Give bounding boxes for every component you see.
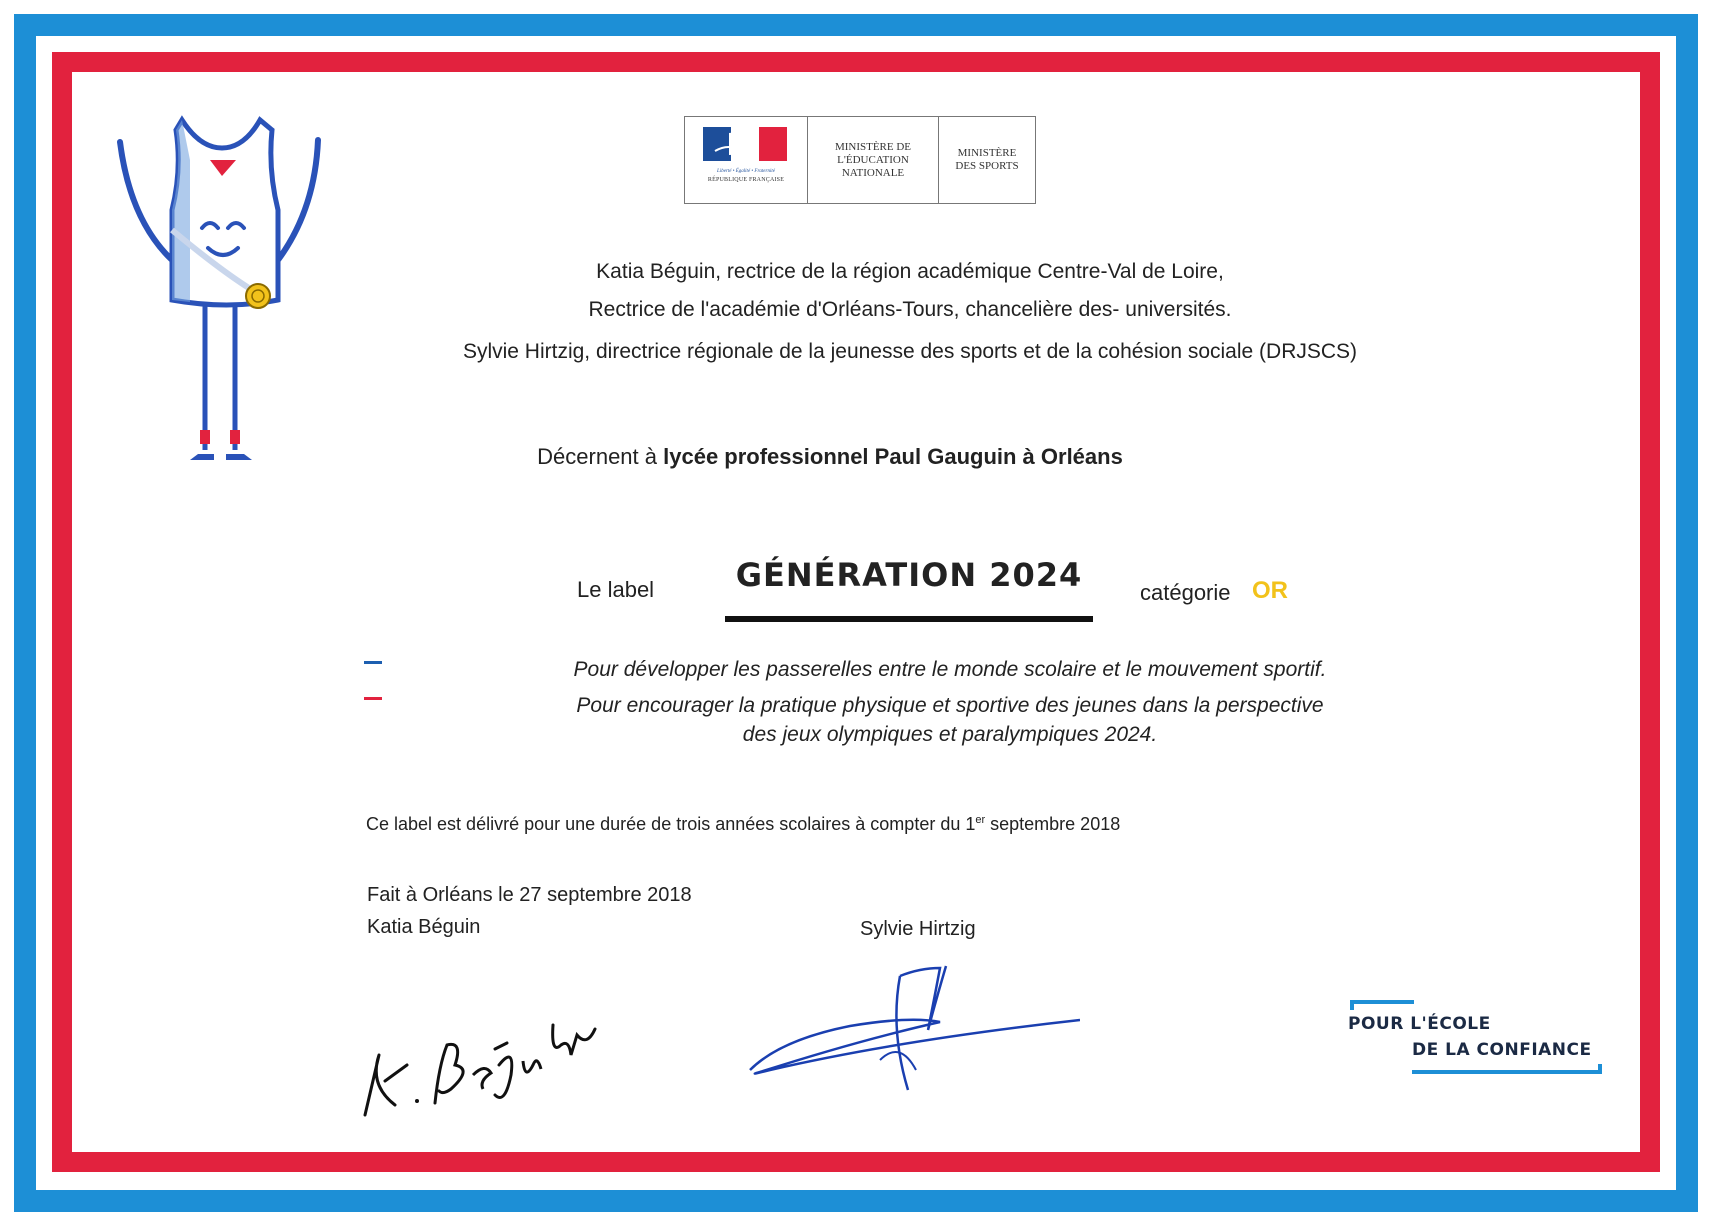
- purpose-line-3: des jeux olympiques et paralympiques 2024.: [742, 723, 1158, 746]
- marianne-icon: [685, 121, 807, 171]
- award-prefix: Décernent à: [537, 444, 664, 469]
- republique-francaise-logo: [685, 117, 808, 203]
- republique-motto: Liberté • Égalité • Fraternité: [717, 169, 775, 174]
- signer-2-name: Sylvie Hirtzig: [860, 918, 976, 940]
- ecole-bar-top: [1350, 1000, 1414, 1004]
- label-title-underline: [725, 616, 1093, 622]
- ecole-line-1: POUR L'ÉCOLE: [1348, 1014, 1491, 1034]
- label-category: OR: [1252, 577, 1288, 604]
- frame-red-top: [52, 52, 1660, 72]
- validity-end: septembre 2018: [985, 814, 1121, 834]
- label-category-prefix: catégorie: [1140, 580, 1231, 605]
- label-prefix: Le label: [577, 577, 655, 602]
- purpose-line-1: Pour développer les passerelles entre le monde scolaire et le mouvement sportif.: [573, 658, 1327, 681]
- place-date: Fait à Orléans le 27 septembre 2018: [367, 884, 692, 906]
- ecole-bar-top-tick: [1350, 1000, 1354, 1010]
- validity-statement: [366, 814, 1120, 835]
- ministry-education-name: MINISTÈRE DE L'ÉDUCATION NATIONALE: [834, 140, 912, 179]
- validity-text: Ce label est délivré pour une durée de trois années scolaires à compter du 1: [366, 814, 976, 834]
- frame-red-right: [1640, 72, 1660, 1152]
- signature-2-image: [740, 960, 1080, 1100]
- validity-sup: er: [975, 814, 986, 826]
- header-line-2: Rectrice de l'académie d'Orléans-Tours, chancelière des- universités.: [588, 298, 1232, 321]
- ecole-line-2: DE LA CONFIANCE: [1412, 1040, 1592, 1060]
- purpose-line-2: Pour encourager la pratique physique et sportive des jeunes dans la perspective: [576, 694, 1324, 717]
- header-line-3: Sylvie Hirtzig, directrice régionale de la jeunesse des sports et de la cohésion sociale (DRJSCS): [462, 340, 1358, 363]
- award-recipient: lycée professionnel Paul Gauguin à Orléans: [663, 444, 1123, 469]
- signature-1-image: [355, 985, 645, 1125]
- mascot-illustration: [110, 100, 340, 480]
- ministry-logo-block: [684, 116, 1036, 204]
- award-line: [260, 444, 1400, 470]
- ministry-sports-name: MINISTÈRE DES SPORTS: [955, 147, 1019, 172]
- republique-caption: RÉPUBLIQUE FRANÇAISE: [707, 177, 785, 183]
- ecole-de-la-confiance-logo: [1346, 1000, 1606, 1084]
- label-title: GÉNÉRATION 2024: [735, 556, 1083, 594]
- ecole-bar-bottom-tick: [1598, 1064, 1602, 1074]
- frame-red-bottom: [52, 1152, 1660, 1172]
- signer-1-name: Katia Béguin: [367, 916, 481, 938]
- ecole-bar-bottom: [1412, 1070, 1602, 1074]
- frame-red-left: [52, 72, 72, 1152]
- header-line-1: Katia Béguin, rectrice de la région académique Centre-Val de Loire,: [596, 260, 1224, 283]
